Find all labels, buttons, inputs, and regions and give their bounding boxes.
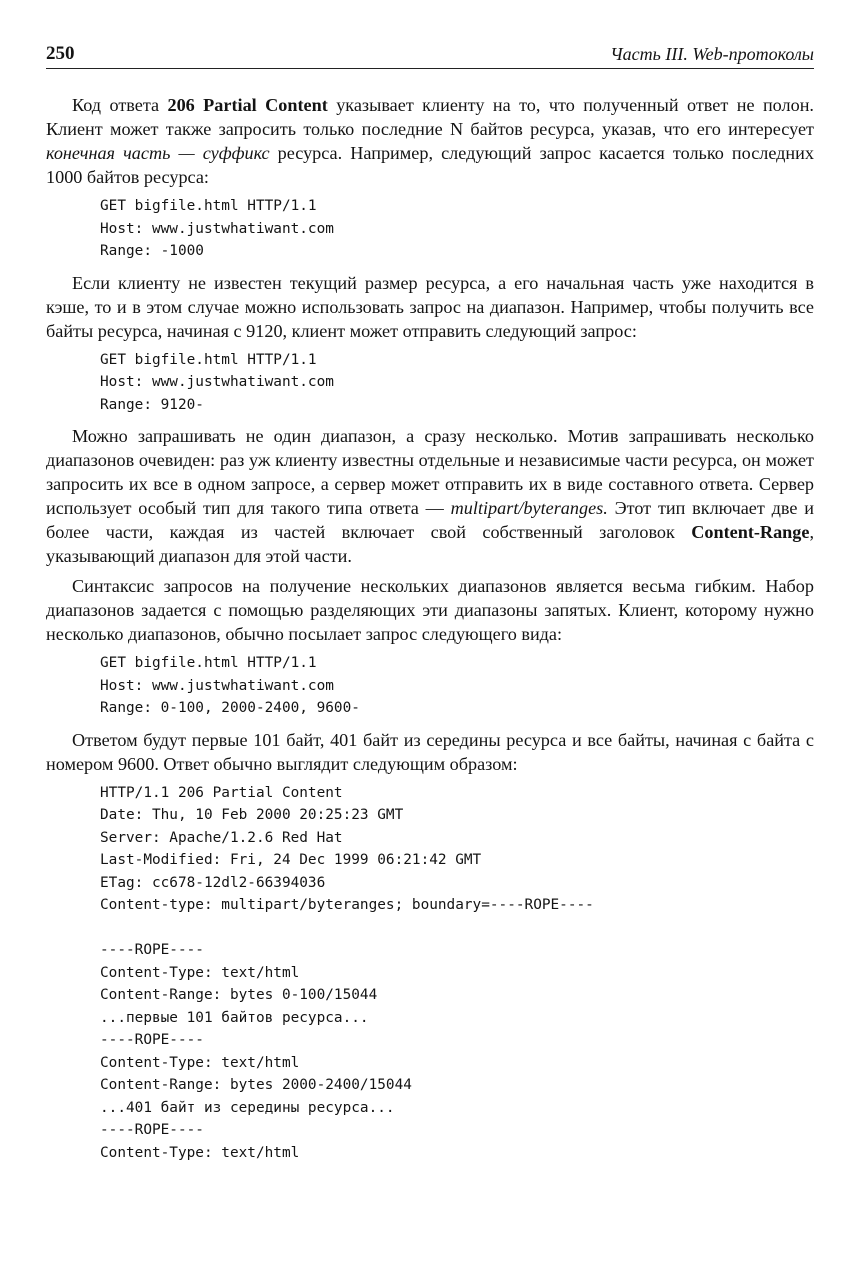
code-line: Range: -1000 bbox=[100, 243, 204, 259]
paragraph-response-description: Ответом будут первые 101 байт, 401 байт из середины ресурса и все байты, начиная с байта с номером 9600. Ответ обычно выглядит следующим образом: bbox=[46, 729, 814, 774]
code-line: Content-type: multipart/byteranges; boundary=----ROPE---- bbox=[100, 897, 594, 913]
term-content-range: Content-Range bbox=[691, 522, 810, 542]
code-line: Host: www.justwhatiwant.com bbox=[100, 374, 334, 390]
code-line: Range: 9120- bbox=[100, 396, 204, 413]
paragraph-range-syntax: Синтаксис запросов на получение нескольких диапазонов является весьма гибким. Набор диапазонов задается с помощью разделяющих эти диапазоны запятых. Клиент, которому нужно несколько диапазонов, обычно посылает запрос следующего вида: bbox=[46, 576, 814, 644]
code-line: Host: www.justwhatiwant.com bbox=[100, 220, 334, 237]
code-line: Content-Type: text/html bbox=[100, 964, 300, 981]
code-line: ETag: cc678-12dl2-66394036 bbox=[100, 874, 326, 891]
code-block-multipart-response bbox=[100, 782, 814, 1165]
code-line: Content-Type: text/html bbox=[100, 1144, 300, 1161]
code-line: Content-Range: bytes 2000-2400/15044 bbox=[100, 1077, 412, 1093]
code-line: GET bigfile.html HTTP/1.1 bbox=[100, 351, 317, 368]
code-block-open-range bbox=[100, 349, 814, 417]
code-line: Date: Thu, 10 Feb 2000 20:25:23 GMT bbox=[100, 807, 404, 823]
code-line: ...401 байт из середины ресурса... bbox=[100, 1099, 395, 1116]
term-206-partial-content: 206 Partial Content bbox=[167, 95, 328, 115]
code-line: Content-Range: bytes 0-100/15044 bbox=[100, 987, 378, 1003]
paragraph-multiple-ranges: Можно запрашивать не один диапазон, а сразу несколько. Мотив запрашивать несколько диапазонов очевиден: раз уж клиенту известны отдельные и независимые части ресурса, он может запросить их все в одном запросе, а сервер может отправить их в виде составного ответа. Сервер использует особый тип для такого типа ответа — multipart/byteranges. Этот тип включает две и более части, каждая из частей включает свой собственный заголовок Content-Range, указывающий диапазон для этой части. bbox=[46, 426, 814, 566]
code-line: ----ROPE---- bbox=[100, 942, 204, 958]
code-line: HTTP/1.1 206 Partial Content bbox=[100, 784, 343, 801]
code-line: ----ROPE---- bbox=[100, 1122, 204, 1138]
paragraph-open-range: Если клиенту не известен текущий размер ресурса, а его начальная часть уже находится в кэше, то и в этом случае можно использовать запрос на диапазон. Например, чтобы получить все байты ресурса, начиная с 9120, клиент может отправить следующий запрос: bbox=[46, 272, 814, 341]
code-line: Server: Apache/1.2.6 Red Hat bbox=[100, 829, 343, 846]
code-line: ----ROPE---- bbox=[100, 1032, 204, 1048]
code-line: Content-Type: text/html bbox=[100, 1054, 300, 1071]
paragraph-206-partial-content: Код ответа 206 Partial Content указывает клиенту на то, что полученный ответ не полон. Клиент может также запросить только последние N байтов ресурса, указав, что его интересует конечная часть — суффикс ресурса. Например, следующий запрос касается только последних 1000 байтов ресурса: bbox=[46, 95, 814, 187]
page-number: 250 bbox=[46, 43, 75, 64]
page-body bbox=[46, 93, 814, 1164]
term-suffix: конечная часть — суффикс bbox=[46, 143, 270, 163]
code-line: ...первые 101 байтов ресурса... bbox=[100, 1009, 369, 1026]
code-line: GET bigfile.html HTTP/1.1 bbox=[100, 198, 317, 214]
term-multipart-byteranges: multipart/byteranges. bbox=[450, 498, 608, 518]
running-title: Часть III. Web-протоколы bbox=[610, 44, 814, 64]
code-line-blank bbox=[100, 917, 814, 940]
code-block-multi-range bbox=[100, 652, 814, 720]
page-header bbox=[46, 40, 814, 69]
code-line: GET bigfile.html HTTP/1.1 bbox=[100, 655, 317, 671]
book-page bbox=[46, 40, 814, 1240]
code-line: Range: 0-100, 2000-2400, 9600- bbox=[100, 700, 360, 716]
code-block-suffix-range bbox=[100, 195, 814, 263]
code-line: Last-Modified: Fri, 24 Dec 1999 06:21:42 GMT bbox=[100, 852, 482, 868]
code-line: Host: www.justwhatiwant.com bbox=[100, 677, 334, 694]
